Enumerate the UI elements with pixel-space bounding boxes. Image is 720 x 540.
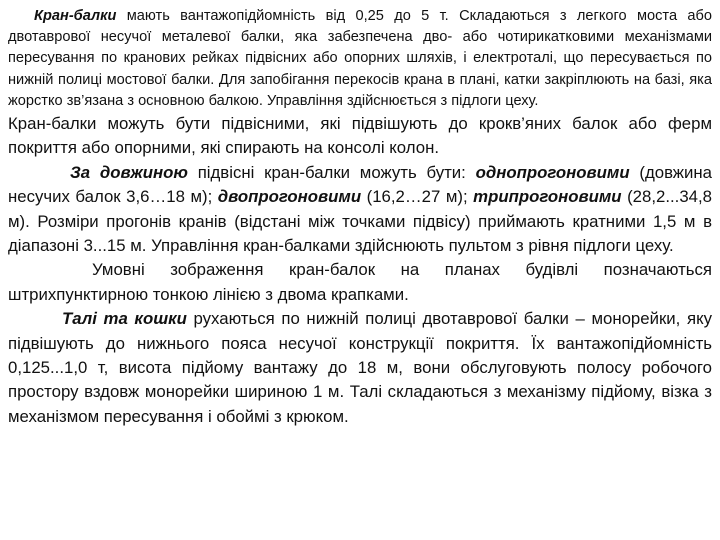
paragraph-crane-beams-types bbox=[8, 112, 712, 161]
paragraph-text: мають вантажопідйомність від 0,25 до 5 т. Складаються з легкого моста або двотаврової несучої металевої балки, яка забезпечена дво- або чотирикатковими механізмами пересування по кранових рейках підвісних або опорних шляхів, і електроталі, що пересувається по нижній полиці мостової балки. Для запобігання перекосів крана в плані, катки закріплюють на базі, яка жорстко зв’язана з основною балкою. Управління здійснюється з підлоги цеху. bbox=[8, 8, 712, 109]
paragraph-plan-symbols bbox=[8, 258, 712, 307]
term-single-span: однопрогоновими bbox=[475, 162, 630, 182]
paragraph-text: (16,2…27 м); bbox=[361, 187, 474, 207]
term-hoists-trolleys: Талі та кошки bbox=[62, 309, 187, 329]
paragraph-crane-beams-intro bbox=[8, 6, 712, 112]
paragraph-text: підвісні кран-балки можуть бути: bbox=[187, 162, 476, 182]
paragraph-text: Умовні зображення кран-балок на планах будівлі позначаються штрихпунктирною тонкою лінією з двома крапками. bbox=[8, 260, 712, 304]
paragraph-crane-beams-length bbox=[8, 161, 712, 259]
paragraph-text: Кран-балки можуть бути підвісними, які підвішують до крокв’яних балок або ферм покриття або опорними, які спирають на консолі колон. bbox=[8, 114, 712, 158]
term-double-span: двопрогоновими bbox=[217, 187, 362, 207]
term-by-length: За довжиною bbox=[70, 162, 188, 182]
paragraph-text: рухаються по нижній полиці двотаврової балки – монорейки, яку підвішують до нижнього пояса несучої конструкції покриття. Їх вантажопідйомність 0,125...1,0 т, висота підйому вантажу до 18 м, вони обслуговують полосу робочого простору вздовж монорейки шириною 1 м. Талі складаються з механізму підйому, візка з механізмом пересування і обоймі з крюком. bbox=[8, 309, 713, 426]
paragraph-text: (довжина несучих балок 3,6…18 м); bbox=[8, 162, 712, 207]
paragraph-text: (28,2...34,8 м). Розміри прогонів кранів (відстані між точками підвісу) приймають кратними 1,5 м в діапазоні 3...15 м. Управління кран-балками здійснюють пультом з рівня підлоги цеху. bbox=[8, 187, 712, 256]
paragraph-hoists-trolleys bbox=[8, 307, 712, 429]
term-triple-span: трипрогоновими bbox=[473, 187, 622, 207]
term-crane-beams: Кран-балки bbox=[34, 8, 117, 24]
